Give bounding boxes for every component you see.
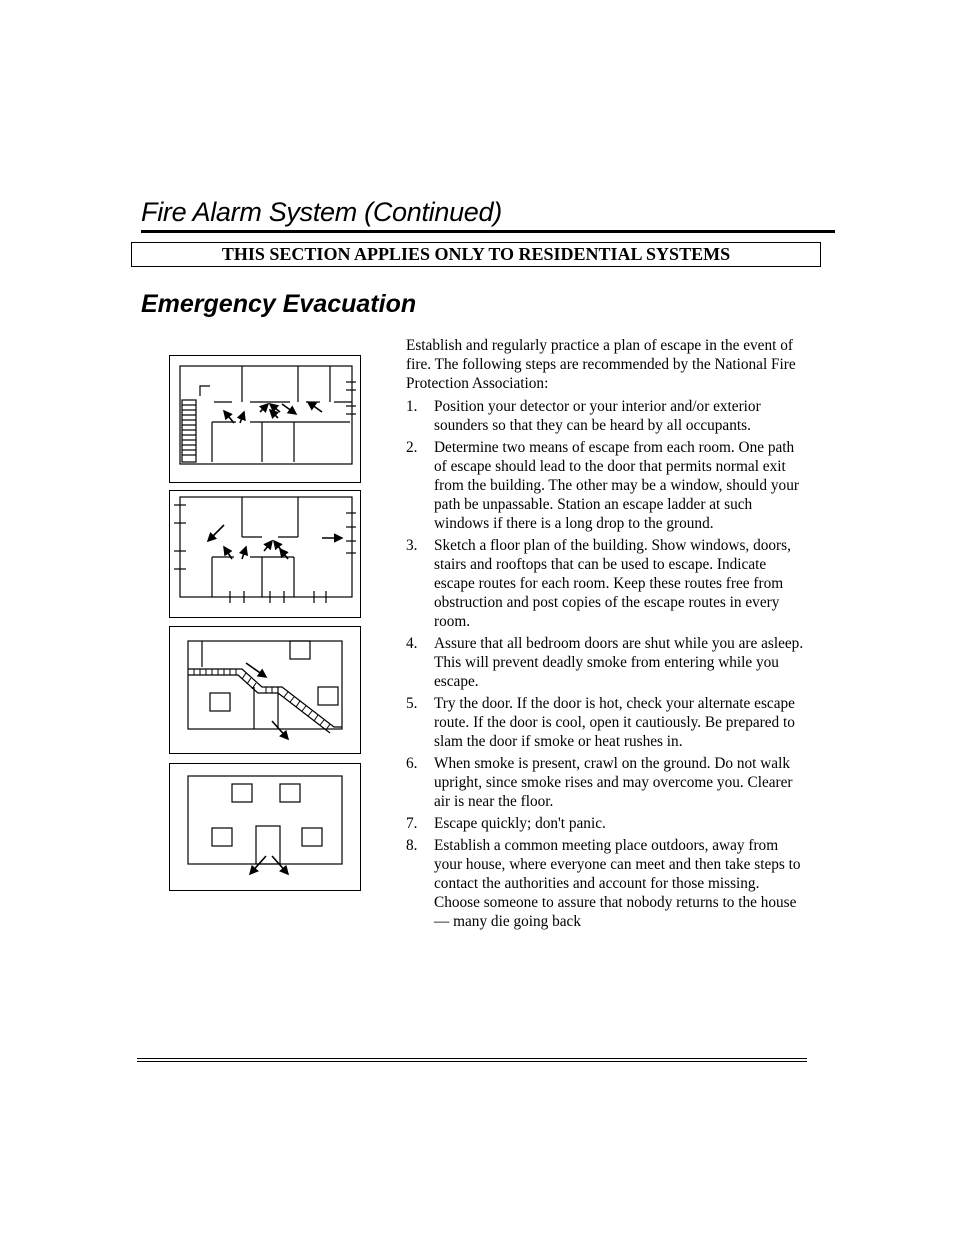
step-text: Assure that all bedroom doors are shut while you are asleep. This will prevent deadly smoke from entering while you escape. xyxy=(434,635,804,690)
list-item xyxy=(406,836,806,931)
floor-plan-upper-figure xyxy=(169,355,361,483)
floor-plan-lower-figure xyxy=(169,490,361,618)
side-view-stairs-figure xyxy=(169,626,361,754)
page-title: Fire Alarm System (Continued) xyxy=(141,197,502,227)
list-item xyxy=(406,754,806,811)
step-number: 3. xyxy=(406,537,418,554)
footer-rule xyxy=(137,1058,807,1059)
list-item xyxy=(406,536,806,631)
step-number: 5. xyxy=(406,695,418,712)
front-elevation-drawing xyxy=(170,764,362,892)
step-text: When smoke is present, crawl on the ground. Do not walk upright, since smoke rises and may overcome you. Clearer air is near the floor. xyxy=(434,755,793,810)
intro-paragraph: Establish and regularly practice a plan of escape in the event of fire. The following steps are recommended by the National Fire Protection Association: xyxy=(406,337,796,392)
step-number: 6. xyxy=(406,755,418,772)
step-number: 8. xyxy=(406,837,418,854)
list-item xyxy=(406,814,806,833)
step-number: 7. xyxy=(406,815,418,832)
step-text: Try the door. If the door is hot, check your alternate escape route. If the door is cool, open it cautiously. Be prepared to slam the door if smoke or heat rushes in. xyxy=(434,695,795,750)
side-view-stairs-drawing xyxy=(170,627,362,755)
step-number: 1. xyxy=(406,398,418,415)
step-text: Escape quickly; don't panic. xyxy=(434,815,606,832)
residential-banner: THIS SECTION APPLIES ONLY TO RESIDENTIAL SYSTEMS xyxy=(131,242,821,267)
step-number: 2. xyxy=(406,439,418,456)
floor-plan-upper-drawing xyxy=(170,356,362,484)
floor-plan-lower-drawing xyxy=(170,491,362,619)
title-rule xyxy=(141,230,835,233)
list-item xyxy=(406,397,806,435)
evacuation-steps-list xyxy=(406,397,806,931)
front-elevation-figure xyxy=(169,763,361,891)
step-text: Sketch a floor plan of the building. Show windows, doors, stairs and rooftops that can be used to escape. Indicate escape routes for each room. Keep these routes free from obstruction and post copies of the escape routes in every room. xyxy=(434,537,791,630)
list-item xyxy=(406,438,806,533)
step-text: Establish a common meeting place outdoors, away from your house, where everyone can meet and then take steps to contact the authorities and account for those missing. Choose someone to assure that nobody returns to the house — many die going back xyxy=(434,837,801,930)
list-item xyxy=(406,634,806,691)
footer-rule xyxy=(137,1061,807,1062)
evacuation-text xyxy=(406,336,806,934)
step-text: Position your detector or your interior and/or exterior sounders so that they can be heard by all occupants. xyxy=(434,398,761,434)
step-number: 4. xyxy=(406,635,418,652)
list-item xyxy=(406,694,806,751)
step-text: Determine two means of escape from each room. One path of escape should lead to the door that permits normal exit from the building. The other may be a window, should your path be unpassable. Station an escape ladder at such windows if there is a long drop to the ground. xyxy=(434,439,799,532)
section-title: Emergency Evacuation xyxy=(141,290,417,318)
